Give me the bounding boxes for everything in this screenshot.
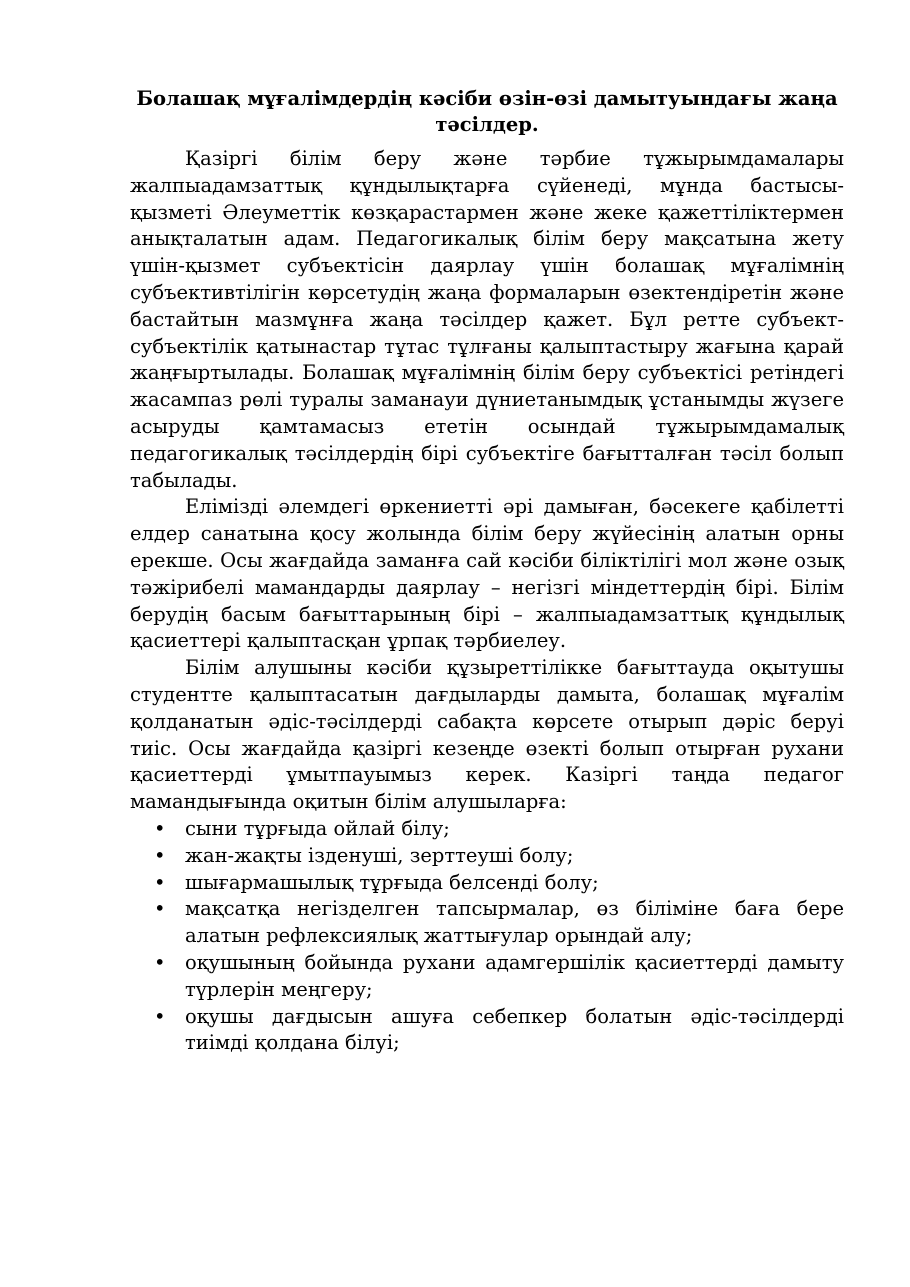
list-item xyxy=(130,950,844,1004)
list-item-text: сыни тұрғыда ойлай білу; xyxy=(185,816,450,840)
paragraph-3: Білім алушыны кәсіби құзыреттілікке бағыттауда оқытушы студентте қалыптасатын дағдыларды дамыта, болашақ мұғалім қолданатын әдіс-тәсілдерді сабақта көрсете отырып дәріс беруі тиіс. Осы жағдайда қазіргі кезеңде өзекті болып отырған рухани қасиеттерді ұмытпауымыз керек. Казіргі таңда педагог мамандығында оқитын білім алушыларға: xyxy=(130,656,844,814)
document-title: Болашақ мұғалімдердің кәсіби өзін-өзі дамытуындағы жаңа тәсілдер. xyxy=(136,87,838,136)
list-item-text: шығармашылық тұрғыда белсенді болу; xyxy=(185,870,599,894)
bullet-icon: • xyxy=(154,843,166,867)
list-item xyxy=(130,870,844,897)
bullet-icon: • xyxy=(154,897,166,921)
bullet-icon: • xyxy=(154,870,166,894)
list-item-text: оқушы дағдысын ашуға себепкер болатын әдіс-тәсілдерді тиімді қолдана білуі; xyxy=(185,1004,844,1055)
list-item xyxy=(130,843,844,870)
paragraph-2: Елімізді әлемдегі өркениетті әрі дамыған, бәсекеге қабілетті елдер санатына қосу жолында білім беру жүйесінің алатын орны ерекше. Осы жағдайда заманға сай кәсіби біліктілігі мол және озық тәжірибелі мамандарды даярлау – негізгі міндеттердің бірі. Білім берудің басым бағыттарының бірі – жалпыадамзаттық құндылық қасиеттері қалыптасқан ұрпақ тәрбиелеу. xyxy=(130,495,844,653)
list-item xyxy=(130,896,844,950)
list-item-text: жан-жақты ізденуші, зерттеуші болу; xyxy=(185,843,574,867)
paragraph-1: Қазіргі білім беру және тәрбие тұжырымдамалары жалпыадамзаттық құндылықтарға сүйенеді, мұнда бастысы- қызметі Әлеуметтік көзқарастармен және жеке қажеттіліктермен анықталатын адам. Педагогикалық білім беру мақсатына жету үшін-қызмет субъектісін даярлау үшін болашақ мұғалімнің субъективтілігін көрсетудің жаңа формаларын өзектендіретін және бастайтын мазмұнға жаңа тәсілдер қажет. Бұл ретте субъект-субъектілік қатынастар тұтас тұлғаны қалыптастыру жағына қарай жаңғыртылады. Болашақ мұғалімнің білім беру субъектісі ретіндегі жасампаз рөлі туралы заманауи дүниетанымдық ұстанымды жүзеге асыруды қамтамасыз ететін осындай тұжырымдамалық педагогикалық тәсілдердің бірі субъектіге бағытталған тәсіл болып табылады. xyxy=(130,147,844,492)
bullet-icon: • xyxy=(154,1004,166,1028)
list-item-text: оқушының бойында рухани адамгершілік қасиеттерді дамыту түрлерін меңгеру; xyxy=(185,950,844,1001)
document-page xyxy=(130,86,844,1057)
bullet-icon: • xyxy=(154,816,166,840)
list-item xyxy=(130,816,844,843)
bullet-list xyxy=(130,816,844,1057)
list-item xyxy=(130,1004,844,1058)
bullet-icon: • xyxy=(154,950,166,974)
list-item-text: мақсатқа негізделген тапсырмалар, өз біліміне баға бере алатын рефлексиялық жаттығулар орындай алу; xyxy=(185,897,844,948)
